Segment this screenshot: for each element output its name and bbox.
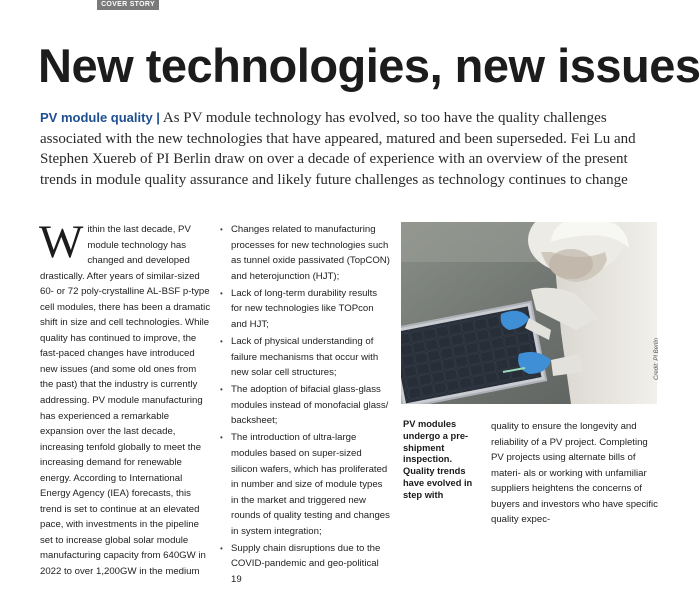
bullet-item: • The introduction of ultra-large modules based on super-sized silicon wafers, which has proliferated in number and size of module types in the market and triggered new rounds of quality testing and changes in system integration; — [218, 430, 390, 539]
article-standfirst — [40, 108, 662, 190]
body-column-1 — [39, 216, 212, 580]
bullet-item: • Lack of long-term durability results for new technologies like TOPcon and HJT; — [218, 286, 390, 333]
article-headline: New technologies, new issues — [38, 39, 700, 92]
challenge-bullet-list — [218, 222, 390, 589]
bullet-item: • Changes related to manufacturing processes for new technologies such as tunnel oxide passivated (TopCON) and heterojunction (HJT); — [218, 222, 390, 284]
bullet-item: • The adoption of bifacial glass-glass modules instead of monofacial glass/ backsheet; — [218, 382, 390, 429]
section-tag-bar — [0, 0, 700, 10]
bullet-item: • Lack of physical understanding of failure mechanisms that occur with new solar cell structures; — [218, 334, 390, 381]
drop-cap: W — [39, 216, 84, 268]
inspection-photo-illustration — [401, 222, 657, 404]
inspection-photo — [401, 222, 657, 404]
bullet-item: • Supply chain disruptions due to the COVID-pandemic and geo-political 19 — [218, 541, 390, 588]
body-column-4: quality to ensure the longevity and reliability of a PV project. Completing PV projects using alternate bills of materi- als or working with unfamiliar suppliers heightens the concerns of buyers and investors who have specific quality expec- — [491, 421, 658, 526]
standfirst-text: As PV module technology has evolved, so too have the quality challenges associated with the new technologies that have appeared, matured and been superseded. Fei Lu and Stephen Xuereb of PI Berlin draw on over a decade of experience with an overview of the present trends in module quality assurance and likely future challenges as technology continues to change — [40, 110, 636, 188]
photo-caption: PV modules undergo a pre-shipment inspection. Quality trends have evolved in step with — [403, 419, 473, 500]
standfirst-kicker: PV module quality | — [40, 110, 160, 125]
body-column-1-text: ithin the last decade, PV module technology has changed and developed drastically. After years of similar-sized 60- or 72 poly-crystalline AL-BSF p-type cell modules, there has been a dramatic shift in size and cell technologies. While quality has continued to improve, the fast-paced changes have introduced new issues (and some old ones from the past) that the industry is currently addressing. PV module manufacturing has experienced a remarkable expansion over the last decade, increasing tenfold globally to meet the increasing demand for renewable energy. According to International Energy Agency (IEA) forecasts, this trend is set to continue at an elevated pace, with investments in the pipeline set to increase global solar module manufacturing capacity from 640GW in 2022 to over 1,200GW in the medium — [40, 224, 211, 578]
section-tag: COVER STORY — [97, 0, 159, 10]
photo-credit: Credit: PI Berlin — [654, 337, 660, 380]
